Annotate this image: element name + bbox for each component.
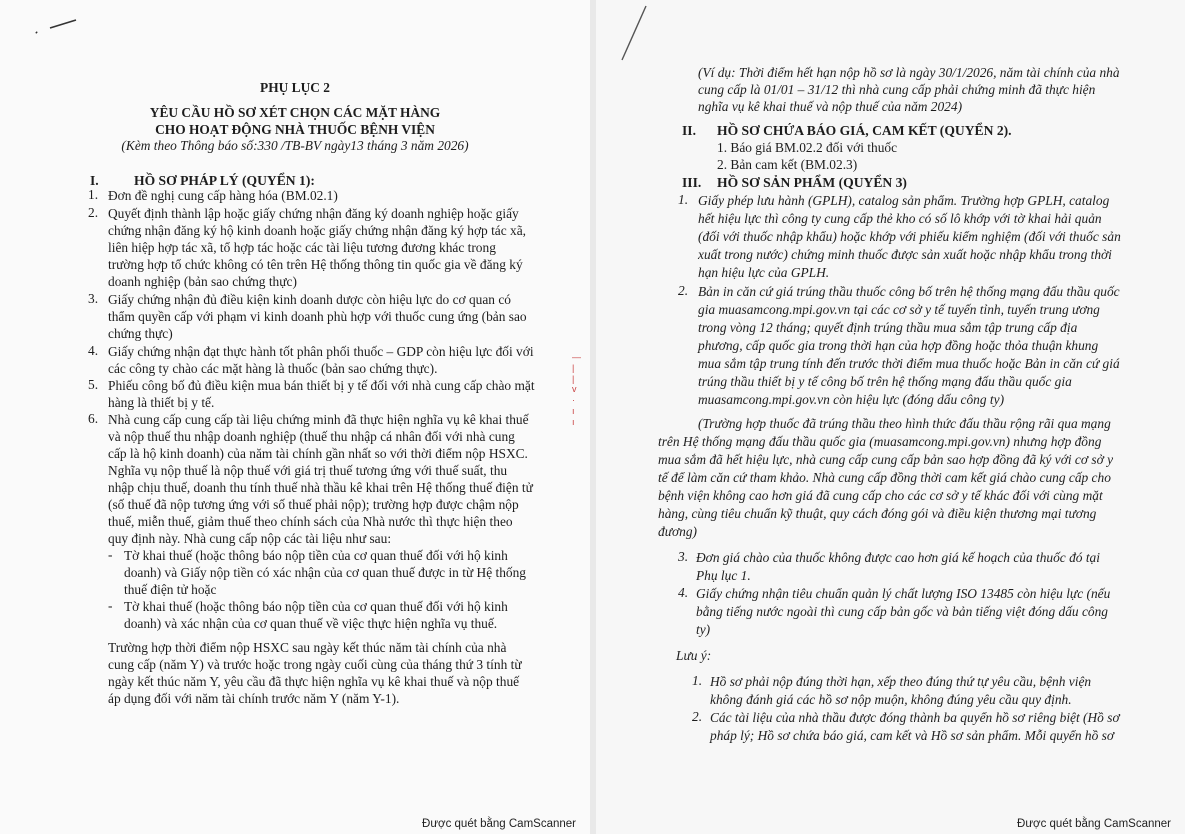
closing-line: cung cấp (năm Y) và trước hoặc trong ngày cuối cùng của tháng thứ 3 tính từ <box>108 657 522 672</box>
item-line: muasamcong.mpi.gov.vn còn hiệu lực (đóng dấu công ty) <box>698 392 1005 407</box>
camscanner-footer: Được quét bằng CamScanner <box>422 818 576 830</box>
item-line: mua sắm tập trung tính đến trước thời điểm mua thuốc hoặc Bản in căn cứ giá <box>698 356 1120 371</box>
left-page <box>0 0 590 834</box>
item-line: trường hợp tổ chức không có tên trên Hệ thống thông tin quốc gia về đăng ký <box>108 257 523 272</box>
section-1-number: I. <box>90 173 99 188</box>
note-item-line: Hồ sơ phải nộp đúng thời hạn, xếp theo đúng thứ tự yêu cầu, bệnh viện <box>710 674 1092 689</box>
item-number: 4. <box>88 343 99 358</box>
item-line: quy định này. Nhà cung cấp nộp các tài liệu như sau: <box>108 531 392 546</box>
item-line: hàng là thiết bị y tế. <box>108 395 215 410</box>
item-line: thẩm quyền cấp với phạm vi kinh doanh phù hợp với thuốc cung ứng (bản sao <box>108 309 527 324</box>
item-line: bằng tiếng nước ngoài thì cung cấp bản gốc và bản tiếng việt đóng dấu công <box>696 604 1109 619</box>
item-line: trúng thầu thiết bị y tế công bố trên hệ thống mạng đấu thầu quốc gia <box>698 374 1072 389</box>
item-number: 2. <box>678 283 689 298</box>
item-line: phương, cấp quốc gia trong thời hạn của hợp đồng hoặc thỏa thuận khung <box>698 338 1099 353</box>
closing-line: ngày kết thúc năm Y, yêu cầu đã thực hiện nghĩa vụ kê khai thuế và nộp thuế <box>108 674 520 689</box>
item-line: cấp là hộ kinh doanh) của năm tài chính gần nhất so với thời điểm nộp HSXC. <box>108 446 528 461</box>
item-line: thuế, miễn thuế, giảm thuế theo chính sách của Nhà nước thì thực hiện theo <box>108 514 513 529</box>
note-line: trên Hệ thống mạng đấu thầu quốc gia (muasamcong.mpi.gov.vn) nhưng hợp đồng <box>658 434 1102 449</box>
doc-subtitle-1: YÊU CẦU HỒ SƠ XÉT CHỌN CÁC MẶT HÀNG <box>149 105 441 120</box>
section-3-title: HỒ SƠ SẢN PHẨM (QUYỂN 3) <box>717 175 907 190</box>
item-line: (đối với thuốc nhập khẩu) hoặc khớp với phiếu kiểm nghiệm (đối với thuốc sản <box>698 229 1121 244</box>
example-line: nghĩa vụ kê khai thuế và nộp thuế của năm 2024) <box>698 99 963 114</box>
bullet-line: doanh) và Giấy nộp tiền có xác nhận của cơ quan thuế được in từ Hệ thống <box>124 565 527 580</box>
doc-subtitle-2: CHO HOẠT ĐỘNG NHÀ THUỐC BỆNH VIỆN <box>155 122 435 137</box>
item-line: Giấy chứng nhận đạt thực hành tốt phân phối thuốc – GDP còn hiệu lực đối với <box>108 344 534 359</box>
item-line: và nộp thuế thu nhập doanh nghiệp (thuế thu nhập cá nhân đối với nhà cung <box>108 429 515 444</box>
note-line: (Trường hợp thuốc đã trúng thầu theo hình thức đấu thầu rộng rãi qua mạng <box>698 416 1111 431</box>
item-number: 5. <box>88 377 99 392</box>
item-line: xuất trong nước) chứng minh thuốc được sản xuất hoặc nhập khẩu trong thời <box>698 247 1112 262</box>
red-stamp-mark: — | | <box>572 352 581 384</box>
camscanner-footer: Được quét bằng CamScanner <box>1017 818 1171 830</box>
note-line: mua sắm đã hết hiệu lực, nhà cung cấp cung cấp bản sao hợp đồng đã ký với cơ sở y <box>658 452 1114 467</box>
item-line: Giấy chứng nhận tiêu chuẩn quản lý chất lượng ISO 13485 còn hiệu lực (nếu <box>696 586 1111 601</box>
note-item-line: pháp lý; Hồ sơ chứa báo giá, cam kết và Hồ sơ sản phẩm. Mỗi quyển hồ sơ <box>710 728 1114 743</box>
item-line: các công ty chào các mặt hàng là thuốc (bản sao chứng thực). <box>108 361 438 376</box>
item-line: ty) <box>696 622 711 637</box>
bullet-line: thuế điện tử hoặc <box>124 582 217 597</box>
note-number: 1. <box>692 673 703 688</box>
bullet-line: Tờ khai thuế (hoặc thông báo nộp tiền của cơ quan thuế đối với hộ kinh <box>124 548 508 563</box>
corner-mark-icon <box>596 0 666 70</box>
bullet-dash: - <box>108 547 113 562</box>
item-line: nhập chịu thuế, doanh thu tính thuế nhà thầu kê khai trên Hệ thống thuế điện tử <box>108 480 533 495</box>
item-number: 3. <box>88 291 99 306</box>
item-line: Nhà cung cấp cung cấp tài liệu chứng minh đã thực hiện nghĩa vụ kê khai thuế <box>108 412 529 427</box>
item-number: 6. <box>88 411 99 426</box>
item-line: Phiếu công bố đủ điều kiện mua bán thiết bị y tế đối với nhà cung cấp chào mặt <box>108 378 535 393</box>
closing-line: Trường hợp thời điểm nộp HSXC sau ngày kết thúc năm tài chính của nhà <box>108 640 507 655</box>
note-item-line: không đánh giá các hồ sơ nộp muộn, không đúng yêu cầu quy định. <box>710 692 1072 707</box>
appendix-title: PHỤ LỤC 2 <box>260 80 330 95</box>
item-line: Phụ lục 1. <box>696 568 751 583</box>
note-line: tế để làm căn cứ tham khảo. Nhà cung cấp đồng thời cam kết giá chào cung cấp cho <box>658 470 1111 485</box>
section-2-number: II. <box>682 123 696 138</box>
bullet-dash: - <box>108 598 113 613</box>
note-item-line: Các tài liệu của nhà thầu được đóng thành ba quyển hồ sơ riêng biệt (Hồ sơ <box>710 710 1120 725</box>
item-line: hạn hiệu lực của GPLH. <box>698 265 830 280</box>
bullet-line: doanh) và xác nhận của cơ quan thuế về việc thực hiện nghĩa vụ thuế. <box>124 616 498 631</box>
item-line: chứng thực) <box>108 326 173 341</box>
item-line: Đơn giá chào của thuốc không được cao hơn giá kế hoạch của thuốc đó tại <box>696 550 1100 565</box>
item-line: Bản in căn cứ giá trúng thầu thuốc công bố trên hệ thống mạng đấu thầu quốc <box>698 284 1120 299</box>
item-line: liên hiệp hợp tác xã, tổ hợp tác hoặc các tài liệu tương đương khác trong <box>108 240 496 255</box>
item-number: 2. <box>88 205 99 220</box>
item-line: (số thuế đã nộp tương ứng với số thuế phải nộp); trường hợp được chậm nộp <box>108 497 519 512</box>
item-line: doanh nghiệp (bản sao chứng thực) <box>108 274 297 289</box>
item-number: 3. <box>678 549 689 564</box>
item-line: Giấy phép lưu hành (GPLH), catalog sản phẩm. Trường hợp GPLH, catalog <box>698 193 1110 208</box>
section-2-title: HỒ SƠ CHỨA BÁO GIÁ, CAM KẾT (QUYỂN 2). <box>717 123 1012 138</box>
item-line: hết hiệu lực thì công ty cung cấp thẻ kho có số lô khớp với tờ khai hải quản <box>698 211 1102 226</box>
bullet-line: Tờ khai thuế (hoặc thông báo nộp tiền của cơ quan thuế đối với hộ kinh <box>124 599 508 614</box>
note-line: bệnh viện không cao hơn giá đã cung cấp cho các cơ sở y tế khác đối với cùng mặt <box>658 488 1103 503</box>
section-2-item: 1. Báo giá BM.02.2 đối với thuốc <box>717 140 898 155</box>
example-line: cung cấp là 01/01 – 31/12 thì nhà cung cấp phải chứng minh đã thực hiện <box>698 82 1096 97</box>
right-page <box>596 0 1185 834</box>
item-line: Giấy chứng nhận đủ điều kiện kinh doanh dược còn hiệu lực do cơ quan có <box>108 292 511 307</box>
doc-reference: (Kèm theo Thông báo số:330 /TB-BV ngày13 tháng 3 năm 2026) <box>121 138 469 153</box>
section-3-number: III. <box>682 175 702 190</box>
pen-mark-icon <box>30 14 90 44</box>
item-line: Nghĩa vụ nộp thuế là nộp thuế với giá trị thuế tương ứng với thuế suất, thu <box>108 463 508 478</box>
item-line: gia muasamcong.mpi.gov.vn tại các cơ sở y tế tuyến tỉnh, tuyến trung ương <box>698 302 1100 317</box>
closing-line: áp dụng đối với năm tài chính trước năm Y (năm Y-1). <box>108 691 400 706</box>
note-heading: Lưu ý: <box>676 648 712 663</box>
section-2-item: 2. Bản cam kết (BM.02.3) <box>717 157 858 172</box>
item-number: 1. <box>88 187 99 202</box>
item-line: Đơn đề nghị cung cấp hàng hóa (BM.02.1) <box>108 188 338 203</box>
section-1-title: HỒ SƠ PHÁP LÝ (QUYỂN 1): <box>134 173 315 188</box>
item-line: trong vòng 12 tháng; quyết định trúng thầu mua sắm tập trung cấp địa <box>698 320 1078 335</box>
item-line: Quyết định thành lập hoặc giấy chứng nhận đăng ký doanh nghiệp hoặc giấy <box>108 206 519 221</box>
example-line: (Ví dụ: Thời điểm hết hạn nộp hồ sơ là ngày 30/1/2026, năm tài chính của nhà <box>698 65 1120 80</box>
note-line: đương) <box>658 524 697 539</box>
item-number: 1. <box>678 192 689 207</box>
note-number: 2. <box>692 709 703 724</box>
item-line: chứng nhận đăng ký hộ kinh doanh hoặc giấy chứng nhận đăng ký hợp tác xã, <box>108 223 527 238</box>
note-line: hàng, cùng tiêu chuẩn kỹ thuật, quy cách đóng gói và điều kiện thương mại tương <box>658 506 1097 521</box>
item-number: 4. <box>678 585 689 600</box>
red-stamp-mark: v · ı ı <box>572 384 577 427</box>
